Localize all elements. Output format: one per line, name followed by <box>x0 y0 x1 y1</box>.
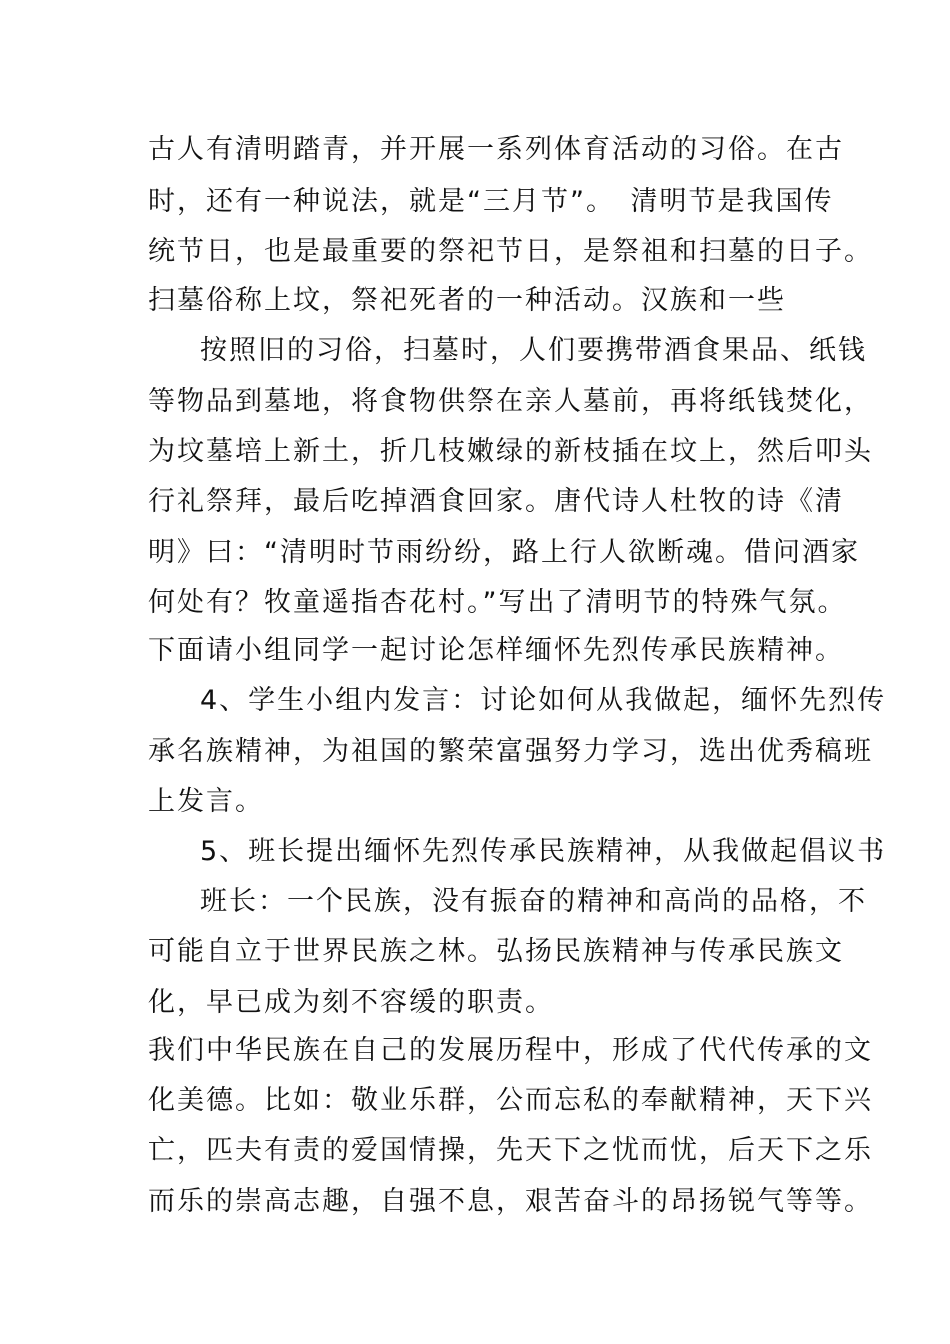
text-line: 承名族精神，为祖国的繁荣富强努力学习，选出优秀稿班 <box>148 736 873 767</box>
text-line: 按照旧的习俗，扫墓时，人们要携带酒食果品、纸钱 <box>200 335 867 366</box>
text-line: 我们中华民族在自己的发展历程中，形成了代代传承的文 <box>148 1035 873 1066</box>
text-line: 5、班长提出缅怀先烈传承民族精神，从我做起倡议书 <box>200 836 887 867</box>
text-line: 等物品到墓地，将食物供祭在亲人墓前，再将纸钱焚化， <box>148 386 873 417</box>
text-line: 化，早已成为刻不容缓的职责。 <box>148 987 554 1018</box>
text-line: 上发言。 <box>148 786 264 817</box>
text-line: 为坟墓培上新土，折几枝嫩绿的新枝插在坟上，然后叩头 <box>148 436 873 467</box>
text-line: 行礼祭拜，最后吃掉酒食回家。唐代诗人杜牧的诗《清 <box>148 486 844 517</box>
text-line: 化美德。比如：敬业乐群，公而忘私的奉献精神，天下兴 <box>148 1085 873 1116</box>
text-line: 统节日，也是最重要的祭祀节日，是祭祖和扫墓的日子。 <box>148 236 873 267</box>
text-line: 何处有？牧童遥指杏花村。”写出了清明节的特殊气氛。 <box>148 587 847 618</box>
text-line: 亡，匹夫有责的爱国情操，先天下之忧而忧，后天下之乐 <box>148 1135 873 1166</box>
text-line: 古人有清明踏青，并开展一系列体育活动的习俗。在古 <box>148 134 844 165</box>
text-line: 明》曰：“清明时节雨纷纷，路上行人欲断魂。借问酒家 <box>148 537 860 568</box>
text-line: 班长：一个民族，没有振奋的精神和高尚的品格，不 <box>200 886 867 917</box>
text-line: 而乐的崇高志趣，自强不息，艰苦奋斗的昂扬锐气等等。 <box>148 1186 873 1217</box>
text-line: 时，还有一种说法，就是“三月节”。 清明节是我国传 <box>148 186 834 217</box>
text-line: 扫墓俗称上坟，祭祀死者的一种活动。汉族和一些 <box>148 285 786 316</box>
text-line: 4、学生小组内发言：讨论如何从我做起，缅怀先烈传 <box>200 685 887 716</box>
text-line: 下面请小组同学一起讨论怎样缅怀先烈传承民族精神。 <box>148 635 844 666</box>
text-line: 可能自立于世界民族之林。弘扬民族精神与传承民族文 <box>148 936 844 967</box>
